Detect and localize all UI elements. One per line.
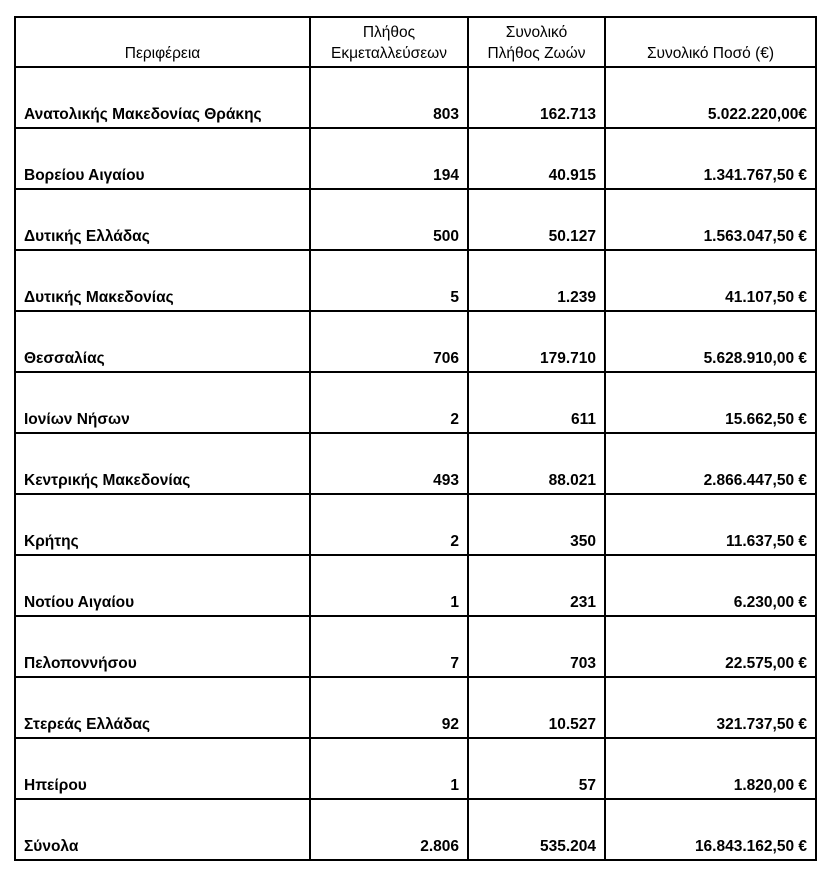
- animals-cell: 179.710: [468, 311, 605, 372]
- table-row: [15, 128, 816, 189]
- regional-subsidy-table: [14, 16, 817, 861]
- column-header-animals-line-1: Συνολικό: [505, 24, 568, 41]
- table-row: [15, 494, 816, 555]
- totals-animals-cell: 535.204: [468, 799, 605, 860]
- amount-cell: 5.022.220,00€: [605, 67, 816, 128]
- totals-row: [15, 799, 816, 860]
- column-header-amount: Συνολικό Ποσό (€): [605, 17, 816, 67]
- region-cell: Ηπείρου: [15, 738, 310, 799]
- table-row: [15, 250, 816, 311]
- table-row: [15, 555, 816, 616]
- animals-cell: 162.713: [468, 67, 605, 128]
- animals-cell: 50.127: [468, 189, 605, 250]
- amount-cell: 1.341.767,50 €: [605, 128, 816, 189]
- amount-cell: 22.575,00 €: [605, 616, 816, 677]
- table-row: [15, 372, 816, 433]
- animals-cell: 10.527: [468, 677, 605, 738]
- column-header-animals-line-2: Πλήθος Ζωών: [487, 45, 586, 62]
- holdings-cell: 5: [310, 250, 468, 311]
- amount-cell: 321.737,50 €: [605, 677, 816, 738]
- holdings-cell: 2: [310, 494, 468, 555]
- region-cell: Θεσσαλίας: [15, 311, 310, 372]
- animals-cell: 703: [468, 616, 605, 677]
- holdings-cell: 1: [310, 738, 468, 799]
- table-header: [15, 17, 816, 67]
- table-body: [15, 67, 816, 860]
- region-cell: Δυτικής Ελλάδας: [15, 189, 310, 250]
- amount-cell: 2.866.447,50 €: [605, 433, 816, 494]
- animals-cell: 611: [468, 372, 605, 433]
- amount-cell: 41.107,50 €: [605, 250, 816, 311]
- animals-cell: 57: [468, 738, 605, 799]
- region-cell: Κρήτης: [15, 494, 310, 555]
- totals-label-cell: Σύνολα: [15, 799, 310, 860]
- table-row: [15, 433, 816, 494]
- region-cell: Πελοποννήσου: [15, 616, 310, 677]
- region-cell: Δυτικής Μακεδονίας: [15, 250, 310, 311]
- animals-cell: 1.239: [468, 250, 605, 311]
- column-header-holdings: [310, 17, 468, 67]
- region-cell: Ανατολικής Μακεδονίας Θράκης: [15, 67, 310, 128]
- amount-cell: 11.637,50 €: [605, 494, 816, 555]
- amount-cell: 1.820,00 €: [605, 738, 816, 799]
- holdings-cell: 706: [310, 311, 468, 372]
- column-header-holdings-line-1: Πλήθος: [362, 24, 416, 41]
- totals-amount-cell: 16.843.162,50 €: [605, 799, 816, 860]
- column-header-animals: [468, 17, 605, 67]
- holdings-cell: 7: [310, 616, 468, 677]
- table-row: [15, 616, 816, 677]
- table-row: [15, 67, 816, 128]
- column-header-holdings-line-2: Εκμεταλλεύσεων: [330, 45, 447, 62]
- animals-cell: 350: [468, 494, 605, 555]
- holdings-cell: 500: [310, 189, 468, 250]
- table-row: [15, 738, 816, 799]
- table-row: [15, 677, 816, 738]
- region-cell: Στερεάς Ελλάδας: [15, 677, 310, 738]
- amount-cell: 6.230,00 €: [605, 555, 816, 616]
- holdings-cell: 493: [310, 433, 468, 494]
- animals-cell: 231: [468, 555, 605, 616]
- region-cell: Κεντρικής Μακεδονίας: [15, 433, 310, 494]
- header-row: [15, 17, 816, 67]
- region-cell: Βορείου Αιγαίου: [15, 128, 310, 189]
- table-row: [15, 311, 816, 372]
- region-cell: Νοτίου Αιγαίου: [15, 555, 310, 616]
- holdings-cell: 194: [310, 128, 468, 189]
- amount-cell: 1.563.047,50 €: [605, 189, 816, 250]
- holdings-cell: 2: [310, 372, 468, 433]
- animals-cell: 40.915: [468, 128, 605, 189]
- table-row: [15, 189, 816, 250]
- region-cell: Ιονίων Νήσων: [15, 372, 310, 433]
- amount-cell: 5.628.910,00 €: [605, 311, 816, 372]
- column-header-region: Περιφέρεια: [15, 17, 310, 67]
- holdings-cell: 1: [310, 555, 468, 616]
- holdings-cell: 92: [310, 677, 468, 738]
- holdings-cell: 803: [310, 67, 468, 128]
- amount-cell: 15.662,50 €: [605, 372, 816, 433]
- totals-holdings-cell: 2.806: [310, 799, 468, 860]
- animals-cell: 88.021: [468, 433, 605, 494]
